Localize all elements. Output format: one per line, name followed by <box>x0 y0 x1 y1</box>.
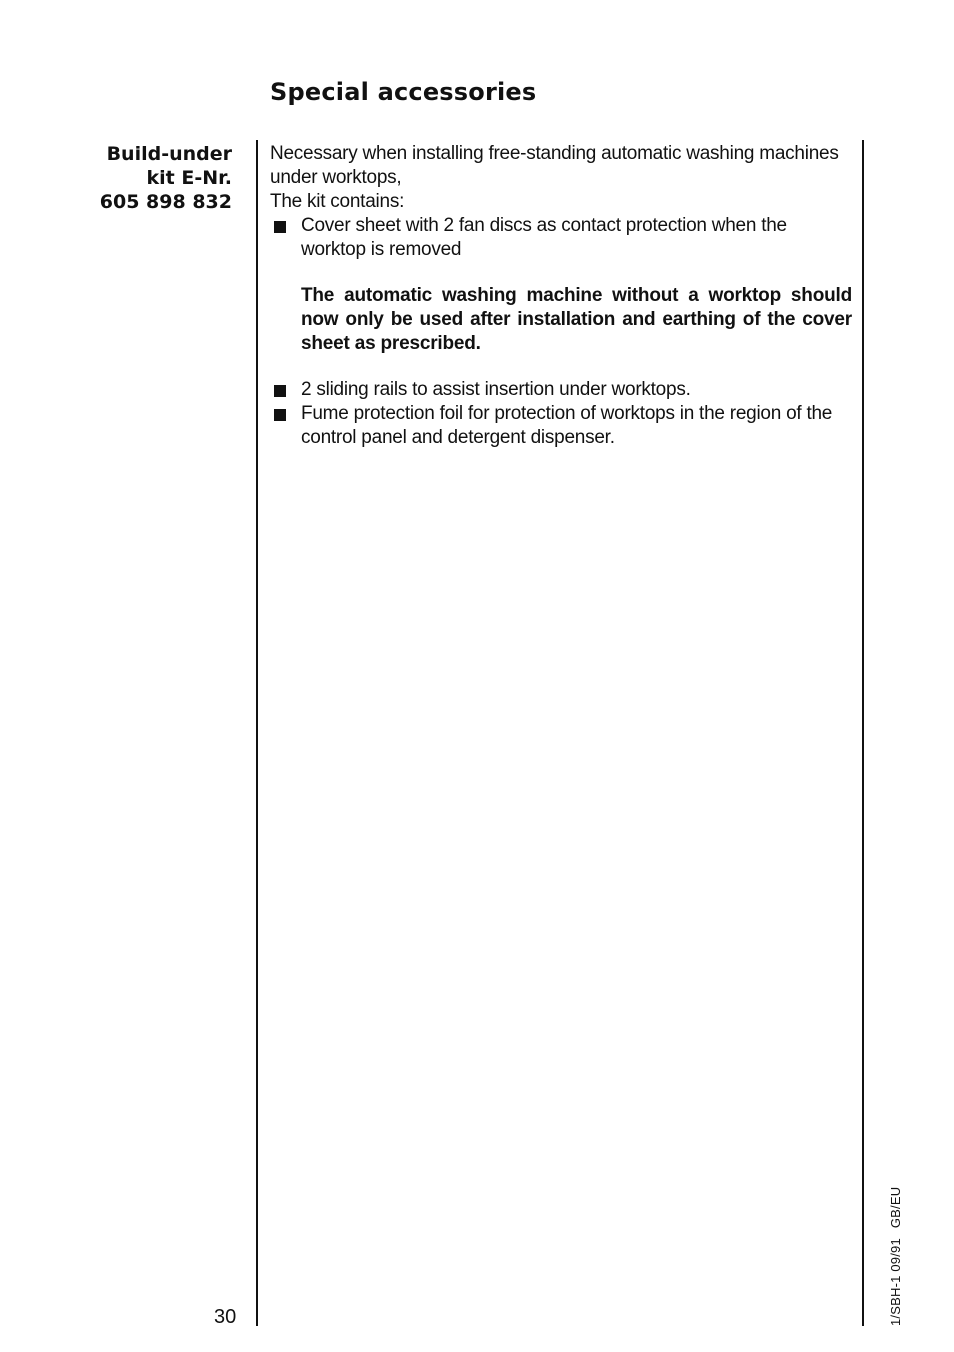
right-divider <box>862 140 864 1326</box>
list-item <box>270 402 852 450</box>
list-item-text: 2 sliding rails to assist insertion under worktops. <box>301 379 691 400</box>
warning-note: The automatic washing machine without a worktop should now only be used after installation and earthing of the cover sheet as prescribed. <box>301 285 852 354</box>
page-number: 30 <box>214 1306 237 1328</box>
list-item-text: Fume protection foil for protection of worktops in the region of the control panel and detergent dispenser. <box>301 403 833 448</box>
content-body <box>270 142 852 450</box>
list-item <box>270 378 852 402</box>
square-bullet-icon <box>274 385 286 397</box>
square-bullet-icon <box>274 221 286 233</box>
page-title: Special accessories <box>270 78 537 106</box>
intro-paragraph: Necessary when installing free-standing automatic washing machines under worktops, <box>270 143 839 188</box>
left-divider <box>256 140 258 1326</box>
section-heading <box>60 142 232 214</box>
kit-contains-label: The kit contains: <box>270 191 405 212</box>
document-ref: 1/SBH-1 09/91 <box>888 1238 903 1326</box>
section-heading-line: Build-under <box>106 143 232 165</box>
list-item <box>270 214 852 262</box>
square-bullet-icon <box>274 409 286 421</box>
list-item-text: Cover sheet with 2 fan discs as contact protection when the worktop is removed <box>301 215 787 260</box>
document-code <box>888 1187 903 1326</box>
section-heading-line: 605 898 832 <box>99 191 232 213</box>
document-language: GB/EU <box>888 1186 903 1229</box>
section-heading-line: kit E-Nr. <box>146 167 232 189</box>
